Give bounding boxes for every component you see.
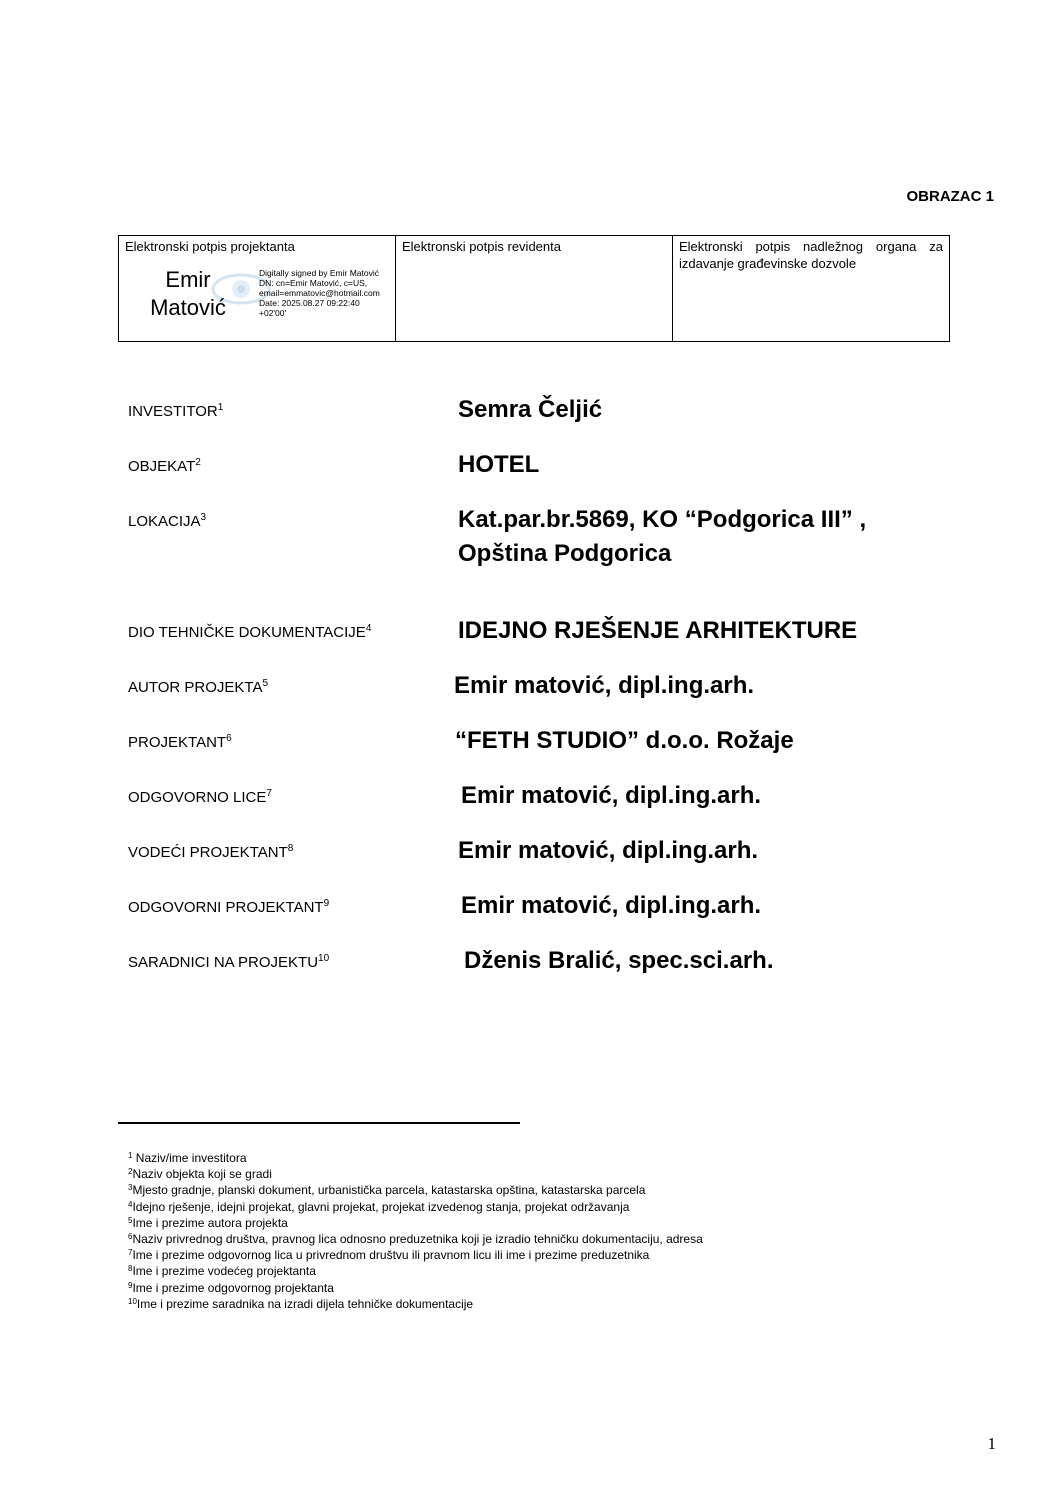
field-label-text: INVESTITOR [128,403,218,420]
signature-detail-line: Digitally signed by Emir Matović [259,268,379,278]
field-label [128,458,201,475]
field-value: “FETH STUDIO” d.o.o. Rožaje [455,727,794,754]
field-label [128,734,232,751]
footnote [128,1182,703,1198]
footnote-number: 2 [128,1167,133,1177]
field-label [128,624,371,641]
field-autor-projekta [128,664,988,704]
field-projektant [128,719,988,759]
footnote-ref: 7 [266,788,272,799]
field-label-text: OBJEKAT [128,458,196,475]
footnote-number: 3 [128,1183,133,1193]
footnote-text: Mjesto gradnje, planski dokument, urbanistička parcela, katastarska opština, katastarska parcela [132,1183,646,1198]
reviewer-signature-cell [396,236,673,342]
footnote [128,1166,703,1182]
footnote-text: Ime i prezime autora projekta [132,1215,288,1230]
footnote [128,1263,703,1279]
field-objekat [128,443,988,483]
footnote-ref: 5 [262,678,269,689]
field-dio-tehnicke-dokumentacije [128,609,988,649]
field-label [128,513,206,530]
field-label-text: AUTOR PROJEKTA [128,679,263,696]
signer-last-name: Matović [150,295,226,320]
footnote-ref: 9 [323,898,330,909]
field-value: Emir matović, dipl.ing.arh. [458,837,759,864]
signer-first-name: Emir [165,267,211,292]
footnote [128,1199,703,1215]
footnote-text: Ime i prezime odgovornog lica u privrednom društvu ili pravnom licu ili ime i prezime preduzetnika [132,1248,650,1263]
footnote-ref: 8 [287,843,294,854]
footnote-text: Naziv privrednog društva, pravnog lica odnosno preduzetnika koji je izradio tehničku dokumentaciju, adresa [132,1232,703,1247]
location-line-2: Opština Podgorica [458,540,672,567]
field-value: Emir matović, dipl.ing.arh. [461,892,762,919]
signature-detail-line: +02'00' [259,308,287,318]
footnote-number: 5 [128,1215,133,1225]
footnote-number: 10 [128,1296,137,1306]
footnote [128,1247,703,1263]
authority-signature-caption: Elektronski potpis nadležnog organa za izdavanje građevinske dozvole [679,239,943,271]
field-value: HOTEL [458,451,540,478]
field-label-text: ODGOVORNO LICE [128,789,267,806]
field-investitor [128,388,988,428]
field-label [128,679,268,696]
field-label-text: SARADNICI NA PROJEKTU [128,954,319,971]
signer-name [139,266,237,322]
field-value: Emir matović, dipl.ing.arh. [461,782,762,809]
footnote-number: 1 [128,1151,133,1160]
signature-detail-line: Date: 2025.08.27 09:22:40 [259,298,360,308]
signature-detail-line: DN: cn=Emir Matović, c=US, [259,278,368,288]
footnote-text: Naziv objekta koji se gradi [132,1167,272,1182]
footnotes [128,1150,703,1312]
field-odgovorni-projektant [128,884,988,924]
field-saradnici-na-projektu [128,939,988,979]
footnote-number: 9 [128,1280,133,1290]
field-value: Emir matović, dipl.ing.arh. [454,672,755,699]
form-label: OBRAZAC 1 [906,188,994,205]
footnote-text: Naziv/ime investitora [132,1151,247,1165]
footnote-number: 6 [128,1232,133,1242]
footnote-text: Idejno rješenje, idejni projekat, glavni projekat, projekat izvedenog stanja, projekat održavanja [132,1199,630,1214]
footnote [128,1296,703,1312]
field-label-text: LOKACIJA [128,513,201,530]
footnote-ref: 3 [200,512,207,523]
field-label [128,954,329,971]
footnote-ref: 2 [195,457,201,468]
field-label [128,899,329,916]
footnote [128,1280,703,1296]
footnote-text: Ime i prezime odgovornog projektanta [132,1280,334,1295]
footnote-ref: 6 [226,733,232,744]
signature-details [259,268,399,318]
footnote-number: 8 [128,1264,133,1274]
field-label-text: DIO TEHNIČKE DOKUMENTACIJE [128,624,366,641]
footnote-number: 7 [128,1248,133,1258]
footnote-text: Ime i prezime saradnika na izradi dijela tehničke dokumentacije [136,1296,474,1311]
footnote-ref: 1 [217,402,224,413]
field-vodeci-projektant [128,829,988,869]
field-label [128,403,223,420]
reviewer-signature-caption: Elektronski potpis revidenta [402,239,561,254]
field-label-text: PROJEKTANT [128,734,227,751]
field-value: IDEJNO RJEŠENJE ARHITEKTURE [458,617,858,644]
footnote-divider [118,1122,520,1124]
field-label [128,844,293,861]
footnote-number: 4 [128,1199,133,1209]
field-value: Semra Čeljić [458,396,603,423]
signature-table [118,235,950,342]
designer-signature-cell [119,236,396,342]
footnote-ref: 4 [365,623,372,634]
field-label [128,789,272,806]
footnote-ref: 10 [318,953,330,964]
footnote [128,1231,703,1247]
signature-detail-line: email=emmatovic@hotmail.com [259,288,380,298]
footnote [128,1150,703,1166]
footnote [128,1215,703,1231]
footnote-text: Ime i prezime vodećeg projektanta [132,1264,316,1279]
field-lokacija [128,498,988,567]
location-line-1: Kat.par.br.5869, KO “Podgorica III” , [458,506,867,533]
field-value [458,503,978,571]
field-label-text: ODGOVORNI PROJEKTANT [128,899,324,916]
field-odgovorno-lice [128,774,988,814]
designer-signature-caption: Elektronski potpis projektanta [125,239,295,254]
authority-signature-cell [673,236,950,342]
field-value: Dženis Bralić, spec.sci.arh. [464,947,774,974]
page-number: 1 [987,1434,996,1453]
field-label-text: VODEĆI PROJEKTANT [128,844,288,861]
